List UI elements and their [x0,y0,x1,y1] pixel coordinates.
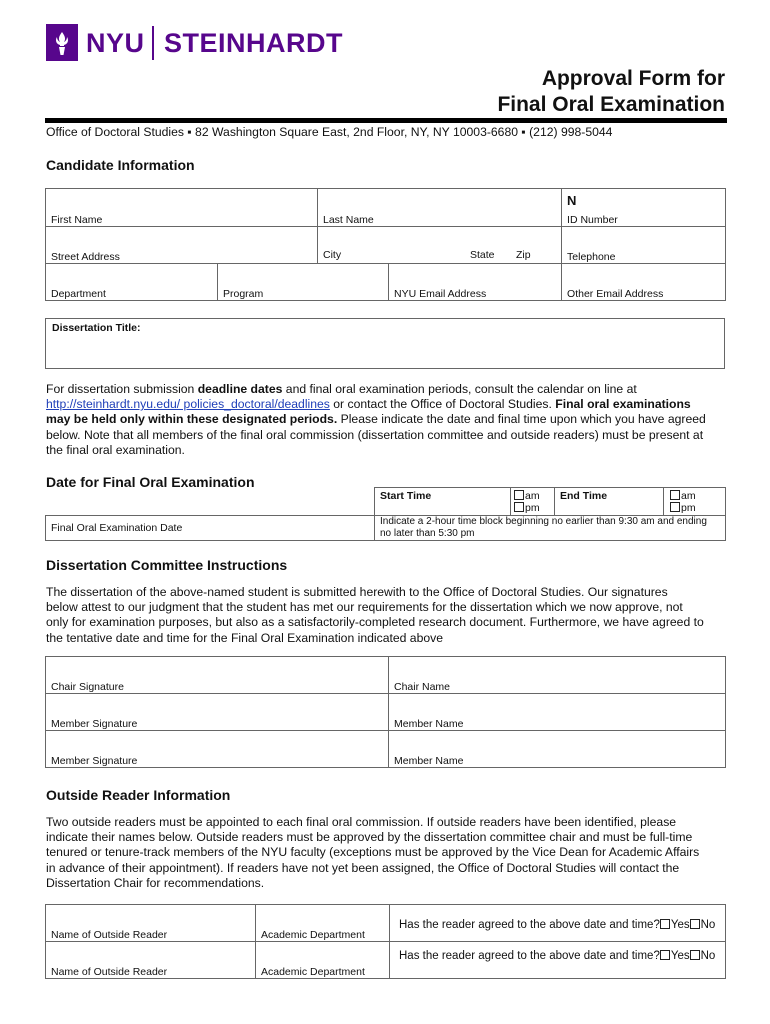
exam-date-label: Final Oral Examination Date [51,522,183,534]
reader-2-no-label: No [700,950,716,962]
chair-name-field[interactable] [389,657,726,680]
program-label: Program [218,286,389,301]
start-pm-checkbox[interactable] [514,502,524,512]
member-name-field[interactable] [389,694,726,717]
committee-line-3: only for examination purposes, but also as a satisfactorily-completed research document. Furthermore, we have agreed to [46,615,704,630]
member-signature-field[interactable] [46,694,389,717]
reader-2-no-checkbox[interactable] [690,950,700,960]
reader-dept-label-2: Academic Department [256,965,390,979]
exam-date-heading: Date for Final Oral Examination [46,474,255,490]
nyu-email-label: NYU Email Address [389,286,562,301]
city-state-zip-labels [318,249,562,264]
dissertation-title-label: Dissertation Title: [52,322,141,334]
end-pm-checkbox[interactable] [670,502,680,512]
street-address-field[interactable] [46,227,318,249]
reader-name-field-2[interactable] [46,942,256,965]
readers-table [45,904,726,979]
deadline-text-1: For dissertation submission [46,382,198,396]
last-name-label: Last Name [318,212,562,227]
readers-line-5: Dissertation Chair for recommendations. [46,875,265,890]
committee-line-1: The dissertation of the above-named student is submitted herewith to the Office of Doctoral Studies. Our signatures [46,585,668,599]
member-name-label-2: Member Name [389,754,726,768]
page-title [497,66,725,118]
readers-line-1: Two outside readers must be appointed to each final oral commission. If outside readers have been identified, please [46,815,677,829]
readers-heading: Outside Reader Information [46,787,231,803]
other-email-field[interactable] [562,264,726,286]
committee-paragraph [46,585,736,646]
department-field[interactable] [46,264,218,286]
reader-agree-question-2: Has the reader agreed to the above date and time? [399,950,660,962]
state-label: State [470,248,495,261]
city-label: City [323,248,342,261]
reader-name-label-2: Name of Outside Reader [46,965,256,979]
office-address: Office of Doctoral Studies ▪ 82 Washington Square East, 2nd Floor, NY, NY 10003-6680 ▪ (212) 998-5044 [46,125,613,139]
candidate-table [45,188,726,301]
title-line-1: Approval Form for [541,67,725,90]
zip-label: Zip [516,248,531,261]
exam-date-blank [46,488,375,516]
readers-paragraph [46,815,736,891]
end-am-label: am [681,490,696,502]
reader-dept-field-1[interactable] [256,905,390,928]
committee-line-2: below attest to our judgment that the student has met our requirements for the dissertation which we now approve, not [46,600,683,615]
member-signature-field-2[interactable] [46,731,389,754]
logo-separator [152,26,154,60]
readers-line-3: tenured or tenure-track members of the NYU faculty (exceptions must be approved by the Vice Dean for Academic Affairs [46,845,700,860]
end-am-checkbox[interactable] [670,490,680,500]
reader-2-yes-checkbox[interactable] [660,950,670,960]
time-note-line-1: Indicate a 2-hour time block beginning no earlier than 9:30 am and ending [380,516,707,527]
start-ampm-options [511,488,555,516]
title-rule [45,118,727,123]
readers-line-4: in advance of their appointment). If readers have not yet been assigned, the Office of Doctoral Studies will contact the [46,860,680,875]
committee-heading: Dissertation Committee Instructions [46,557,288,573]
start-am-checkbox[interactable] [514,490,524,500]
other-email-label: Other Email Address [562,286,726,301]
deadline-paragraph [46,382,736,458]
reader-agree-2 [390,942,726,979]
deadline-text-5: below. Note that all members of the final oral commission (dissertation committee and outside readers) must be present at [46,427,704,442]
end-time-field[interactable]: End Time [555,488,664,516]
nyu-torch-logo [46,24,78,61]
reader-agree-question-1: Has the reader agreed to the above date and time? [399,919,660,931]
deadline-text-2: and final oral examination periods, consult the calendar on line at [282,382,637,396]
chair-signature-label: Chair Signature [46,680,389,694]
city-state-zip-field[interactable] [318,227,562,249]
deadline-text-3: or contact the Office of Doctoral Studies. [329,397,556,412]
id-number-field[interactable]: N [562,189,726,212]
reader-1-no-label: No [700,919,716,931]
member-name-label: Member Name [389,717,726,731]
start-am-label: am [525,490,540,502]
exam-date-field[interactable] [46,516,375,541]
deadline-text-4: Please indicate the date and final time upon which you have agreed [337,412,706,427]
nyu-email-field[interactable] [389,264,562,286]
department-label: Department [46,286,218,301]
member-signature-label-2: Member Signature [46,754,389,768]
reader-dept-field-2[interactable] [256,942,390,965]
deadlines-link[interactable]: http://steinhardt.nyu.edu/ policies_doctoral/deadlines [46,397,330,412]
member-name-field-2[interactable] [389,731,726,754]
logo-steinhardt-text: STEINHARDT [164,28,343,58]
reader-1-yes-label: Yes [670,919,690,931]
candidate-heading: Candidate Information [46,157,195,173]
deadline-text-3-bold: Final oral examinations [555,397,691,412]
deadline-text-6: the final oral examination. [46,442,185,457]
reader-name-field-1[interactable] [46,905,256,928]
start-time-field[interactable]: Start Time [375,488,511,516]
reader-name-label-1: Name of Outside Reader [46,928,256,942]
torch-icon [51,29,73,57]
reader-agree-1 [390,905,726,942]
title-line-2: Final Oral Examination [497,93,725,116]
chair-name-label: Chair Name [389,680,726,694]
readers-line-2: indicate their names below. Outside readers must be approved by the dissertation committee chair and must be full-time [46,830,693,845]
last-name-field[interactable] [318,189,562,212]
deadline-text-4-bold: may be held only within these designated periods. [46,412,338,427]
reader-2-yes-label: Yes [670,950,690,962]
reader-1-no-checkbox[interactable] [690,919,700,929]
first-name-label: First Name [46,212,318,227]
member-signature-label: Member Signature [46,717,389,731]
telephone-label: Telephone [562,249,726,264]
deadline-text-1-bold: deadline dates [197,382,283,396]
street-address-label: Street Address [46,249,318,264]
time-block-note [375,516,726,541]
signatures-table [45,656,726,768]
chair-signature-field[interactable] [46,657,389,680]
end-ampm-options [664,488,726,516]
program-field[interactable] [218,264,389,286]
first-name-field[interactable] [46,189,318,212]
telephone-field[interactable] [562,227,726,249]
dissertation-title-field[interactable] [45,318,725,369]
end-pm-label: pm [681,502,696,514]
reader-1-yes-checkbox[interactable] [660,919,670,929]
id-number-label: ID Number [562,212,726,227]
logo-nyu-text: NYU [86,28,145,58]
committee-line-4: the tentative date and time for the Final Oral Examination indicated above [46,630,444,645]
reader-dept-label-1: Academic Department [256,928,390,942]
time-note-line-2: no later than 5:30 pm [380,528,475,539]
exam-date-table [45,487,726,541]
start-pm-label: pm [525,502,540,514]
